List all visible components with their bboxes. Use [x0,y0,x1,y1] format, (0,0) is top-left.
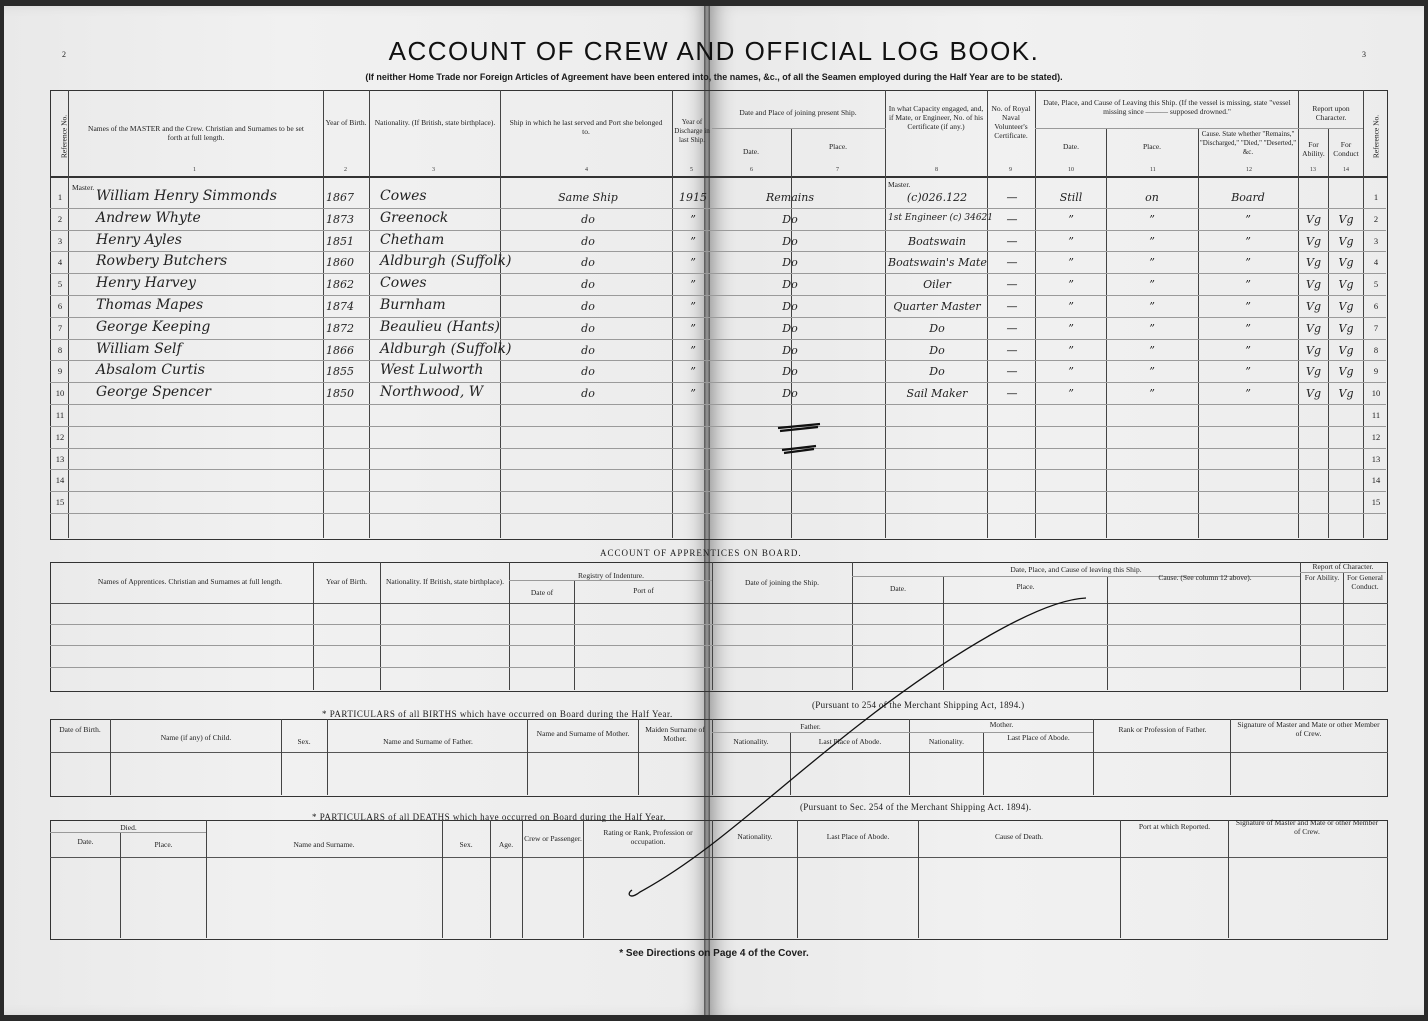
crew-cause: ” [1245,387,1251,400]
crew-last-ship: do [581,387,595,400]
crew-year-discharge: 1915 [679,191,707,204]
crew-year-discharge: ” [690,365,696,378]
header-leaving: Date, Place, and Cause of Leaving this Ship. (If the vessel is missing, state "vessel missing since ——— supposed drowned." [1043,98,1291,116]
crew-capacity: Boatswain's Mate [888,256,987,269]
column-number: 1 [193,167,196,173]
crew-last-ship: Same Ship [558,191,618,204]
crew-capacity: Oiler [923,278,951,291]
birth-header-m-nationality: Nationality. [928,737,965,746]
crew-cause: ” [1245,235,1251,248]
column-number: 5 [690,167,693,173]
appr-header-reg-date: Date of [530,588,554,597]
crew-year: 1862 [326,278,354,291]
crew-year-discharge: ” [690,387,696,400]
crew-join-date: Remains [765,191,815,204]
crew-nationality: Beaulieu (Hants) [380,319,500,335]
crew-leave-date: ” [1068,256,1074,269]
crew-row-number: 15 [55,497,65,507]
header-leave-date: Date. [1062,142,1080,151]
crew-row-number: 12 [55,432,65,442]
crew-row-number: 8 [57,345,63,355]
appr-header-registry: Registry of Indenture. [577,571,645,580]
crew-year: 1866 [326,344,354,357]
crew-table-frame [50,90,1388,540]
appr-header-conduct: For General Conduct. [1346,573,1384,591]
crew-rnvr: — [1006,191,1018,204]
crew-capacity: Sail Maker [906,387,968,400]
crew-rnvr: — [1006,256,1018,269]
col-line [1107,576,1108,690]
column-number: 11 [1150,167,1156,173]
crew-last-ship: do [581,256,595,269]
crew-ability: Vg [1306,322,1321,335]
crew-leave-place: ” [1149,365,1155,378]
header-reference-no-right: Reference No. [1371,114,1381,159]
crew-row-rule [50,339,1386,340]
crew-year-discharge: ” [690,213,696,226]
crew-last-ship: do [581,344,595,357]
death-header-crew: Crew or Passenger. [524,834,582,843]
crew-row-number: 4 [57,257,63,267]
column-number: 6 [750,167,753,173]
sub-rule [50,832,206,833]
appr-header-names: Names of Apprentices. Christian and Surnames at full length. [97,577,283,586]
column-number: 10 [1068,167,1074,173]
crew-row-rule [50,426,1386,427]
apprentices-title: ACCOUNT OF APPRENTICES ON BOARD. [600,548,802,558]
birth-header-date: Date of Birth. [59,725,101,734]
crew-leave-place: ” [1149,256,1155,269]
crew-conduct: Vg [1338,235,1354,248]
crew-row-number-right: 3 [1373,236,1379,246]
crew-leave-place: ” [1149,300,1155,313]
death-header-date: Date. [77,837,94,846]
crew-nationality: Greenock [380,210,449,226]
crew-join-date: Do [782,344,798,357]
strike-mark-row-11 [778,424,820,431]
master-label: Master. [72,183,95,192]
death-header-rating: Rating or Rank, Profession or occupation. [603,828,693,846]
crew-leave-place: ” [1149,344,1155,357]
header-conduct: For Conduct [1333,140,1359,158]
col-line [500,90,501,538]
col-line [1120,820,1121,938]
crew-row-number-right: 4 [1373,257,1379,267]
col-line [987,90,988,538]
col-line [1230,719,1231,795]
header-character: Report upon Character. [1312,104,1350,122]
column-number: 9 [1009,167,1012,173]
crew-year: 1874 [326,300,354,313]
crew-leave-place: ” [1149,235,1155,248]
col-line [527,719,528,795]
crew-nationality: Northwood, W [380,384,484,400]
col-line [509,562,510,690]
footer-note: * See Directions on Page 4 of the Cover. [619,948,809,959]
death-header-signature: Signature of Master and Mate or other Member of Crew. [1235,818,1379,836]
col-line [1228,820,1229,938]
crew-row-rule [50,251,1386,252]
col-line [1035,90,1036,538]
crew-year-discharge: ” [690,278,696,291]
crew-row-number: 5 [57,279,63,289]
col-line [369,90,370,538]
crew-year: 1867 [326,191,354,204]
page-title: ACCOUNT OF CREW AND OFFICIAL LOG BOOK. [388,36,1040,66]
column-number: 13 [1310,167,1316,173]
crew-cause: Board [1231,191,1265,204]
crew-row-number-right: 9 [1373,366,1379,376]
crew-conduct: Vg [1338,256,1354,269]
crew-row-rule [50,360,1386,361]
sub-rule [1035,128,1298,129]
crew-name: Andrew Whyte [96,210,201,226]
col-line [672,90,673,538]
crew-join-date: Do [782,322,798,335]
crew-leave-date: ” [1068,300,1074,313]
page-number-left: 2 [62,50,66,59]
col-line [442,820,443,938]
crew-nationality: Burnham [380,297,446,313]
crew-nationality: West Lulworth [380,362,484,378]
crew-nationality: Chetham [380,232,445,248]
crew-row-number: 11 [55,410,65,420]
page-subtitle: (If neither Home Trade nor Foreign Articles of Agreement have been entered into, the names, &c., of all the Seamen employed during the Half Year are to be stated). [365,72,1063,82]
crew-join-date: Do [782,278,798,291]
crew-leave-date: ” [1068,213,1074,226]
crew-row-rule [50,208,1386,209]
crew-conduct: Vg [1338,365,1354,378]
col-line [885,90,886,538]
cancellation-line [620,594,1090,906]
appr-header-nationality: Nationality. If British, state birthplace). [385,577,505,586]
crew-rnvr: — [1006,278,1018,291]
header-reference-no: Reference No. [59,114,69,159]
crew-year: 1855 [326,365,354,378]
column-number: 4 [585,167,588,173]
birth-header-maiden: Maiden Surname of Mother. [645,725,705,743]
appr-header-l-cause: Cause. (See column 12 above). [1158,573,1252,582]
death-header-nationality: Nationality. [737,832,773,841]
col-line [380,562,381,690]
crew-conduct: Vg [1338,278,1354,291]
appr-header-character: Report of Character. [1312,562,1374,571]
crew-conduct: Vg [1338,213,1354,226]
column-number: 12 [1246,167,1252,173]
crew-name: Thomas Mapes [96,297,204,313]
appr-header-l-date: Date. [889,584,907,593]
crew-name: George Keeping [96,319,211,335]
col-line [206,820,207,938]
crew-capacity: Quarter Master [893,300,981,313]
crew-rnvr: — [1006,387,1018,400]
crew-row-number-right: 5 [1373,279,1379,289]
crew-row-number: 2 [57,214,63,224]
crew-row-number-right: 12 [1371,432,1381,442]
crew-row-rule [50,317,1386,318]
col-line [281,719,282,795]
crew-row-number-right: 7 [1373,323,1379,333]
death-header-abode: Last Place of Abode. [826,832,890,841]
death-header-name: Name and Surname. [293,840,355,849]
crew-row-number: 7 [57,323,63,333]
crew-year-discharge: ” [690,300,696,313]
crew-rnvr: — [1006,213,1018,226]
crew-year: 1851 [326,235,354,248]
crew-name: George Spencer [96,384,211,400]
crew-row-number-right: 6 [1373,301,1379,311]
crew-conduct: Vg [1338,344,1354,357]
birth-header-child: Name (if any) of Child. [160,733,232,742]
crew-leave-date: ” [1068,344,1074,357]
appr-header-ability: For Ability. [1304,573,1340,582]
crew-leave-date: ” [1068,278,1074,291]
crew-row-rule [50,491,1386,492]
crew-name: Absalom Curtis [96,362,205,378]
crew-year-discharge: ” [690,344,696,357]
crew-leave-date: Still [1059,191,1083,204]
appr-header-year: Year of Birth. [325,577,368,586]
crew-leave-date: ” [1068,322,1074,335]
page-number-right: 3 [1362,50,1366,59]
crew-row-number: 9 [57,366,63,376]
birth-header-f-abode: Last Place of Abode. [818,737,882,746]
crew-row-rule [50,448,1386,449]
crew-leave-date: ” [1068,365,1074,378]
crew-cause: ” [1245,213,1251,226]
crew-ability: Vg [1306,344,1321,357]
crew-name: Henry Ayles [96,232,182,248]
crew-ability: Vg [1306,235,1321,248]
births-act: (Pursuant to 254 of the Merchant Shipping Act, 1894.) [812,700,1025,710]
crew-last-ship: do [581,278,595,291]
death-header-cause: Cause of Death. [994,832,1044,841]
crew-row-rule [50,273,1386,274]
death-header-place: Place. [154,840,173,849]
cancellation-stroke [629,598,1086,896]
crew-rnvr: — [1006,322,1018,335]
crew-year: 1872 [326,322,354,335]
crew-capacity: Do [929,344,945,357]
crew-name: William Henry Simmonds [96,188,277,204]
header-rnvr: No. of Royal Naval Volunteer's Certificate. [991,104,1031,140]
appr-header-l-place: Place. [1016,582,1035,591]
header-capacity: In what Capacity engaged, and, if Mate, or Engineer, No. of his Certificate (if any.) [888,104,984,131]
crew-cause: ” [1245,256,1251,269]
crew-row-number: 10 [55,388,65,398]
crew-ability: Vg [1306,213,1321,226]
crew-last-ship: do [581,213,595,226]
crew-leave-place: on [1145,191,1159,204]
crew-nationality: Cowes [380,188,427,204]
death-header-age: Age. [498,840,514,849]
crew-header-rule [50,176,1388,178]
crew-leave-date: ” [1068,387,1074,400]
crew-join-date: Do [782,365,798,378]
deaths-title: * PARTICULARS of all DEATHS which have occurred on Board during the Half Year. [312,812,666,822]
birth-header-father-group: Father. [800,722,821,731]
col-line [490,820,491,938]
crew-row-rule [50,469,1386,470]
crew-capacity: Do [929,322,945,335]
crew-join-date: Do [782,300,798,313]
crew-year-discharge: ” [690,322,696,335]
crew-name: Rowbery Butchers [96,253,228,269]
capacity-master-label: Master. [888,180,911,189]
crew-nationality: Aldburgh (Suffolk) [380,341,512,357]
crew-join-date: Do [782,256,798,269]
death-header-died: Died. [120,823,137,832]
crew-cause: ” [1245,278,1251,291]
crew-row-rule [50,230,1386,231]
birth-header-mother: Name and Surname of Mother. [536,729,630,738]
crew-conduct: Vg [1338,300,1354,313]
crew-last-ship: do [581,365,595,378]
crew-capacity: 1st Engineer (c) 34621 [888,213,993,223]
crew-nationality: Aldburgh (Suffolk) [380,253,512,269]
crew-ability: Vg [1306,300,1321,313]
crew-capacity: (c)026.122 [906,191,968,204]
crew-last-ship: do [581,235,595,248]
header-join-date: Date. [742,147,760,156]
birth-header-sex: Sex. [297,737,311,746]
strike-marks [770,418,830,458]
crew-cause: ” [1245,344,1251,357]
column-number: 8 [935,167,938,173]
crew-rnvr: — [1006,365,1018,378]
sub-rule [712,128,886,129]
appr-header-joining: Date of joining the Ship. [745,578,819,587]
crew-conduct: Vg [1338,322,1354,335]
column-number: 3 [432,167,435,173]
crew-name: Henry Harvey [96,275,196,291]
col-line [1093,719,1094,795]
death-header-port: Port at which Reported. [1138,822,1211,831]
crew-row-number-right: 2 [1373,214,1379,224]
crew-join-date: Do [782,213,798,226]
strike-mark-row-12 [782,446,816,453]
header-leave-place: Place. [1142,142,1162,151]
header-nationality: Nationality. (If British, state birthplace). [374,118,496,127]
header-last-ship: Ship in which he last served and Port she belonged to. [509,118,663,136]
birth-header-signature: Signature of Master and Mate or other Member of Crew. [1237,720,1380,738]
header-ability: For Ability. [1302,140,1325,158]
col-line [327,719,328,795]
crew-row-number-right: 14 [1371,475,1381,485]
death-header-sex: Sex. [459,840,473,849]
col-line [110,719,111,795]
birth-header-rank: Rank or Profession of Father. [1118,725,1207,734]
crew-leave-place: ” [1149,322,1155,335]
crew-leave-place: ” [1149,387,1155,400]
crew-year: 1860 [326,256,354,269]
crew-year-discharge: ” [690,235,696,248]
crew-name: William Self [96,341,182,357]
crew-year-discharge: ” [690,256,696,269]
crew-year: 1873 [326,213,354,226]
header-names: Names of the MASTER and the Crew. Christian and Surnames to be set forth at full length. [88,124,304,142]
crew-leave-place: ” [1149,213,1155,226]
header-join-place: Place. [828,142,848,151]
crew-row-number: 6 [57,301,63,311]
crew-row-rule [50,404,1386,405]
crew-row-number-right: 8 [1373,345,1379,355]
crew-cause: ” [1245,322,1251,335]
header-year-discharge: Year of Discharge in last Ship. [674,118,710,144]
column-number: 2 [344,167,347,173]
column-number: 14 [1343,167,1349,173]
crew-row-number-right: 10 [1371,388,1381,398]
births-title: * PARTICULARS of all BIRTHS which have occurred on Board during the Half Year. [322,709,673,719]
crew-rnvr: — [1006,235,1018,248]
sub-rule [509,580,712,581]
crew-ability: Vg [1306,256,1321,269]
header-year-of-birth: Year of Birth. [325,118,367,127]
crew-ability: Vg [1306,278,1321,291]
crew-join-date: Do [782,387,798,400]
crew-cause: ” [1245,300,1251,313]
crew-row-rule [50,513,1386,514]
crew-join-date: Do [782,235,798,248]
birth-header-m-abode: Last Place of Abode. [1007,733,1070,742]
crew-row-number: 13 [55,454,65,464]
appr-header-reg-port: Port of [633,586,654,595]
crew-row-rule [50,295,1386,296]
col-line [522,820,523,938]
column-number: 7 [836,167,839,173]
crew-conduct: Vg [1338,387,1354,400]
birth-header-f-nationality: Nationality. [733,737,769,746]
crew-row-number-right: 13 [1371,454,1381,464]
crew-row-number: 14 [55,475,65,485]
crew-leave-place: ” [1149,278,1155,291]
crew-last-ship: do [581,300,595,313]
crew-row-number-right: 11 [1371,410,1381,420]
deaths-act: (Pursuant to Sec. 254 of the Merchant Shipping Act. 1894). [800,802,1032,812]
sub-rule [1298,128,1363,129]
crew-row-rule [50,382,1386,383]
header-joining: Date and Place of joining present Ship. [739,108,857,117]
crew-row-number: 3 [57,236,63,246]
appr-header-leaving: Date, Place, and Cause of leaving this Ship. [1010,565,1142,574]
crew-row-number: 1 [57,192,63,202]
crew-year: 1850 [326,387,354,400]
crew-ability: Vg [1306,387,1321,400]
crew-rnvr: — [1006,344,1018,357]
crew-cause: ” [1245,365,1251,378]
crew-row-number-right: 1 [1373,192,1379,202]
crew-row-number-right: 15 [1371,497,1381,507]
col-line [574,580,575,690]
crew-ability: Vg [1306,365,1321,378]
crew-rnvr: — [1006,300,1018,313]
col-line [1363,90,1364,538]
crew-capacity: Boatswain [908,235,966,248]
header-cause: Cause. State whether "Remains," "Discharged," "Died," "Deserted," &c. [1199,130,1297,156]
crew-nationality: Cowes [380,275,427,291]
crew-capacity: Do [929,365,945,378]
col-line [323,90,324,538]
col-line [583,820,584,938]
crew-last-ship: do [581,322,595,335]
birth-header-mother-group: Mother. [989,720,1014,729]
birth-header-father: Name and Surname of Father. [383,737,473,746]
crew-leave-date: ” [1068,235,1074,248]
